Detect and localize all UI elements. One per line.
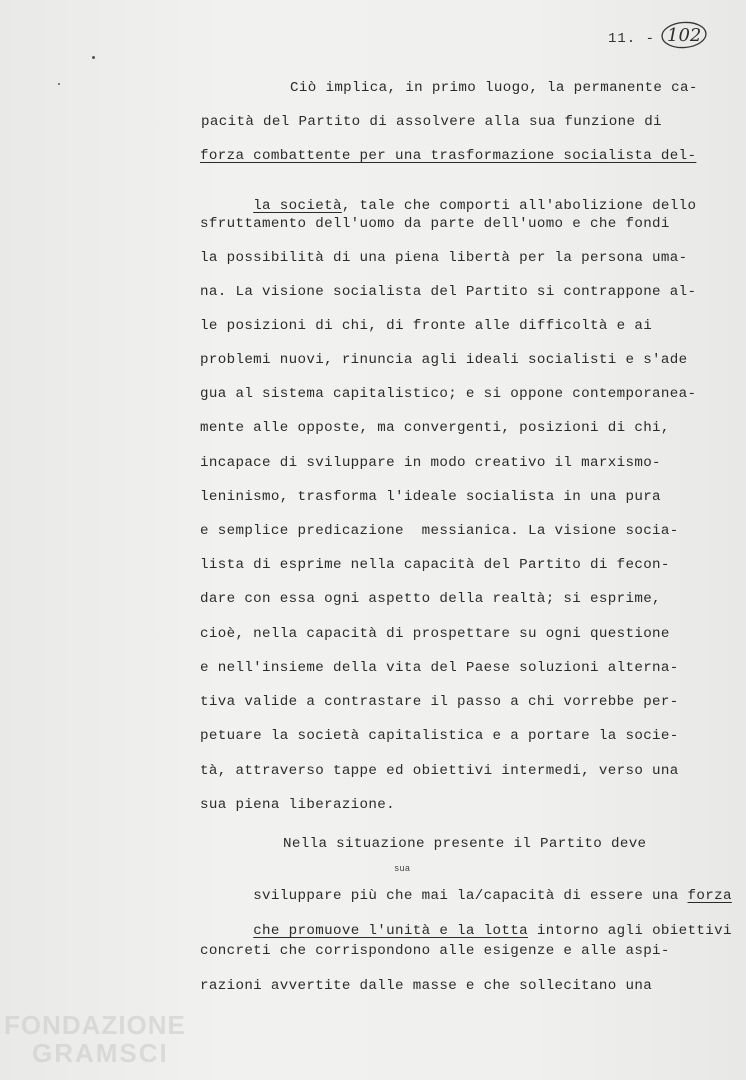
watermark-line-2: GRAMSCI	[32, 1038, 169, 1068]
text-line: e nell'insieme della vita del Paese soluzioni alterna-	[200, 660, 679, 676]
text-line: concreti che corrispondono alle esigenze e alle aspi-	[200, 943, 670, 959]
archive-number-text: 102	[667, 25, 702, 46]
text-line: e semplice predicazione messianica. La visione socia-	[200, 523, 679, 539]
text-fragment: sviluppare più che mai la/capacità di essere una	[253, 888, 688, 904]
handwritten-insertion: sua	[394, 864, 411, 874]
watermark-line-1: FONDAZIONE	[4, 1010, 186, 1040]
archive-page-number	[660, 20, 708, 50]
underlined-phrase: la società	[253, 198, 342, 214]
text-line: sfruttamento dell'uomo da parte dell'uomo e che fondi	[200, 216, 670, 232]
text-fragment: , tale che comporti all'abolizione dello	[341, 198, 697, 214]
text-line: cioè, nella capacità di prospettare su ogni questione	[200, 626, 670, 642]
text-line: pacità del Partito di assolvere alla sua funzione di	[201, 114, 662, 130]
text-line: la possibilità di una piena libertà per la persona uma-	[200, 250, 688, 266]
text-line: Ciò implica, in primo luogo, la permanente ca-	[290, 80, 698, 96]
text-line: dare con essa ogni aspetto della realtà; si esprime,	[200, 591, 661, 607]
watermark	[4, 1012, 186, 1066]
text-line: lista di esprime nella capacità del Partito di fecon-	[200, 557, 670, 573]
underlined-phrase: che promuove l'unità e la lotta	[253, 923, 528, 939]
text-line: sua piena liberazione.	[200, 797, 396, 813]
margin-mark	[58, 83, 60, 85]
text-line: Nella situazione presente il Partito deve	[283, 836, 647, 852]
text-line: mente alle opposte, ma convergenti, posizioni di chi,	[200, 420, 670, 436]
text-fragment: intorno agli obiettivi	[527, 923, 732, 939]
text-line: tà, attraverso tappe ed obiettivi intermedi, verso una	[200, 763, 679, 779]
text-line-underlined: forza combattente per una trasformazione socialista del-	[200, 148, 697, 164]
text-line: tiva valide a contrastare il passo a chi vorrebbe per-	[200, 694, 679, 710]
text-line: leninismo, trasforma l'ideale socialista in una pura	[200, 489, 661, 505]
text-line: petuare la società capitalistica e a portare la socie-	[200, 728, 679, 744]
margin-mark	[92, 56, 95, 59]
text-line: le posizioni di chi, di fronte alle difficoltà e ai	[200, 318, 653, 334]
underlined-phrase: forza	[687, 888, 732, 904]
text-line: gua al sistema capitalistico; e si oppone contemporanea-	[200, 386, 697, 402]
text-line: razioni avvertite dalle masse e che sollecitano una	[200, 978, 653, 994]
text-line: incapace di sviluppare in modo creativo il marxismo-	[200, 455, 661, 471]
text-line: problemi nuovi, rinuncia agli ideali socialisti e s'ade	[200, 352, 688, 368]
text-line: na. La visione socialista del Partito si contrappone al-	[200, 284, 697, 300]
page-number: 11. -	[608, 31, 656, 47]
